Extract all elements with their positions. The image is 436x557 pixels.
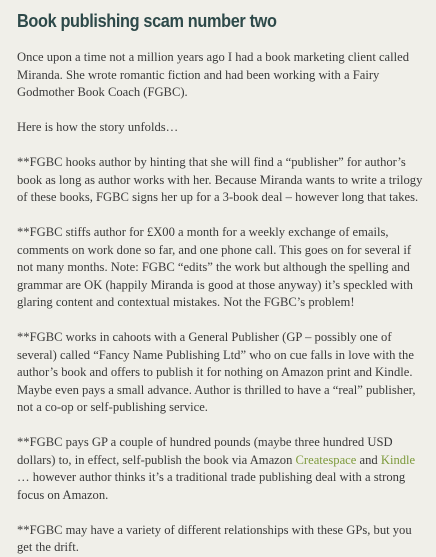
createspace-link[interactable]: Createspace (295, 452, 357, 467)
article-paragraph: **FGBC hooks author by hinting that she will find a “publisher” for author’s book as long as author works with her. Because Miranda wants to write a trilogy of these books, FGBC signs her up for a 3-book deal – however long that takes. (17, 155, 423, 204)
kindle-link[interactable]: Kindle (380, 452, 416, 467)
article-paragraph: Here is how the story unfolds… (17, 120, 179, 134)
article-paragraph: Once upon a time not a million years ago I had a book marketing client called Miranda. She wrote romantic fiction and had been working with a Fairy Godmother Book Coach (FGBC). (17, 50, 410, 99)
article-paragraph: **FGBC stiffs author for £X00 a month for a weekly exchange of emails, comments on work done so far, and one phone call. This goes on for several if not many months. Note: FGBC “edits” the work but although the spelling and grammar are OK (happily Miranda is good at those anyway) it’s speckled with glaring content and contextual mistakes. Not the FGBC’s problem! (17, 225, 413, 309)
paragraph-text: **FGBC pays GP a couple of hundred pounds (maybe three hundred USD dollars) to, in effect, self-publish the book via Amazon (17, 435, 393, 467)
article-paragraph: **FGBC works in cahoots with a General Publisher (GP – possibly one of several) called “Fancy Name Publishing Ltd” who on cue falls in love with the author’s book and offers to publish it for nothing on Amazon print and Kindle. Maybe even pays a small advance. Author is thrilled to have a “real” publisher, not a co-op or self-publishing service. (17, 330, 416, 414)
article-paragraph (17, 434, 430, 504)
paragraph-text: … however author thinks it’s a traditional trade publishing deal with a strong focus on Amazon. (17, 470, 406, 502)
article-paragraph: **FGBC may have a variety of different relationships with these GPs, but you get the drift. (17, 522, 412, 554)
article-title: Book publishing scam number two (17, 10, 277, 31)
paragraph-text: and (356, 452, 381, 467)
